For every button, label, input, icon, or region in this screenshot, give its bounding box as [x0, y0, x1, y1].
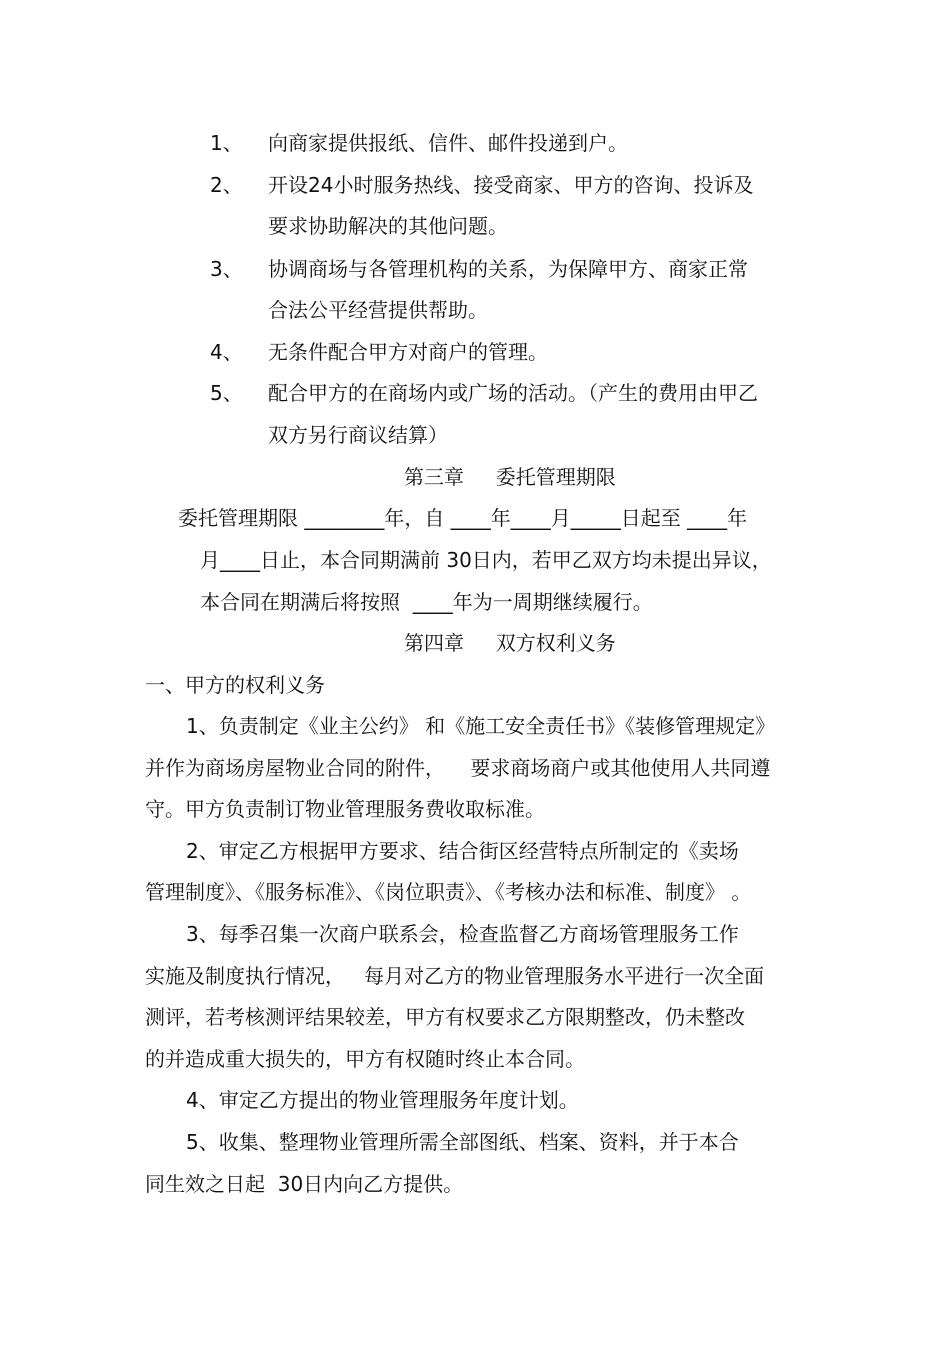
- paragraph-line: 守。甲方负责制订物业管理服务费收取标准。: [145, 797, 545, 821]
- service-item-text: 合法公平经营提供帮助。: [268, 298, 488, 322]
- section-heading: 一、甲方的权利义务: [145, 673, 325, 697]
- service-item-number: 4、: [210, 340, 243, 364]
- service-item-number: 1、: [210, 131, 243, 155]
- paragraph-line: 5、收集、整理物业管理所需全部图纸、档案、资料，并于本合: [186, 1130, 739, 1154]
- paragraph-line: 同生效之日起 30日内向乙方提供。: [145, 1172, 464, 1196]
- paragraph-line: 4、审定乙方提出的物业管理服务年度计划。: [186, 1088, 579, 1112]
- paragraph-line: 管理制度》、《服务标准》、《岗位职责》、《考核办法和标准、制度》 。: [145, 880, 752, 904]
- term-line: 委托管理期限 ________年，自 ____年____月_____日起至 ____年: [178, 506, 748, 530]
- service-item-number: 2、: [210, 173, 243, 197]
- paragraph-line: 1、负责制定《业主公约》 和《施工安全责任书》《装修管理规定》: [186, 714, 776, 738]
- term-line: 月____日止，本合同期满前 30日内，若甲乙双方均未提出异议，: [200, 548, 772, 572]
- service-item-number: 5、: [210, 381, 243, 405]
- service-item-text: 配合甲方的在商场内或广场的活动。（产生的费用由甲乙: [268, 381, 758, 405]
- service-item-text: 协调商场与各管理机构的关系，为保障甲方、商家正常: [268, 257, 748, 281]
- service-item-text: 要求协助解决的其他问题。: [268, 214, 508, 238]
- paragraph-line: 实施及制度执行情况， 每月对乙方的物业管理服务水平进行一次全面: [145, 964, 765, 988]
- chapter-three-title: 第三章 委托管理期限: [404, 465, 616, 489]
- service-item-text: 双方另行商议结算）: [268, 423, 448, 447]
- chapter-four-title: 第四章 双方权利义务: [404, 631, 616, 655]
- service-item-number: 3、: [210, 257, 243, 281]
- paragraph-line: 2、审定乙方根据甲方要求、结合街区经营特点所制定的《卖场: [186, 839, 739, 863]
- service-item-text: 向商家提供报纸、信件、邮件投递到户。: [268, 131, 628, 155]
- term-line: 本合同在期满后将按照 ____年为一周期继续履行。: [200, 590, 653, 614]
- paragraph-line: 3、每季召集一次商户联系会，检查监督乙方商场管理服务工作: [186, 922, 739, 946]
- paragraph-line: 测评，若考核测评结果较差，甲方有权要求乙方限期整改，仍未整改: [145, 1005, 745, 1029]
- paragraph-line: 并作为商场房屋物业合同的附件， 要求商场商户或其他使用人共同遵: [145, 756, 771, 780]
- service-item-text: 无条件配合甲方对商户的管理。: [268, 340, 548, 364]
- paragraph-line: 的并造成重大损失的，甲方有权随时终止本合同。: [145, 1047, 585, 1071]
- service-item-text: 开设24小时服务热线、接受商家、甲方的咨询、投诉及: [268, 173, 754, 197]
